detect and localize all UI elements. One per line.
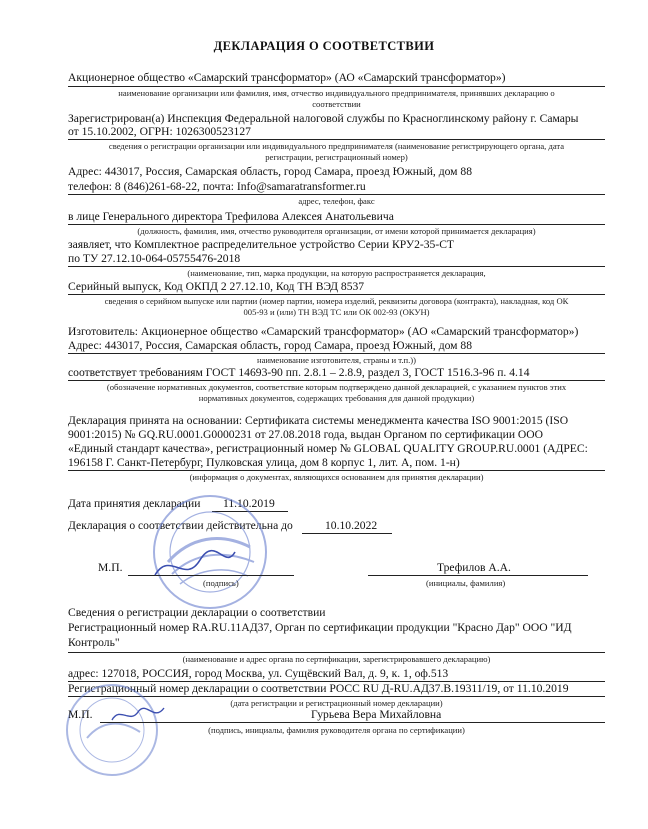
divider xyxy=(68,224,605,225)
divider xyxy=(68,294,605,295)
manufacturer-line: Адрес: 443017, Россия, Самарская область, город Самара, проезд Южный, дом 88 xyxy=(68,339,473,352)
reg-mp-label: М.П. xyxy=(68,708,93,721)
address-line: Адрес: 443017, Россия, Самарская область, город Самара, проезд Южный, дом 88 xyxy=(68,165,473,178)
basis-line: Декларация принята на основании: Сертификата системы менеджмента качества ISO 9001:2015 (ISO xyxy=(68,414,569,427)
date-underline xyxy=(302,533,392,534)
standards-line: соответствует требованиям ГОСТ 14693-90 пп. 2.8.1 – 2.8.9, раздел 3, ГОСТ 1516.3-96 п. 4.14 xyxy=(68,366,530,379)
basis-caption: (информация о документах, являющихся основанием для принятия декларации) xyxy=(189,472,484,482)
valid-until-label: Декларация о соответствии действительна до xyxy=(68,519,293,532)
reg-line: Регистрационный номер RA.RU.11АД37, Орган по сертификации продукции "Красно Дар" ООО "ИД xyxy=(68,621,572,634)
mp-label: М.П. xyxy=(98,561,123,574)
reg-caption: (наименование и адрес органа по сертификации, зарегистрировавшего декларацию) xyxy=(182,654,491,664)
standards-caption: (обозначение нормативных документов, соответствие которым подтверждено данной декларацией, с указанием пунктов этих xyxy=(106,382,567,392)
product-line: заявляет, что Комплектное распределительное устройство Серии КРУ2-35-СТ xyxy=(68,238,455,251)
product-caption: сведения о серийном выпуске или партии (номер партии, номера изделий, реквизиты договора (контракта), накладная, код ОК xyxy=(104,296,569,306)
org-caption: соответствии xyxy=(312,99,361,109)
divider xyxy=(68,139,605,140)
product-caption: (наименование, тип, марка продукции, на которую распространяется декларация, xyxy=(187,268,486,278)
basis-line: 9001:2015) № GQ.RU.0001.G0000231 от 27.08.2018 года, выдан Органом по сертификации ООО xyxy=(68,428,544,441)
divider xyxy=(68,470,605,471)
divider xyxy=(68,266,605,267)
accepted-date-label: Дата принятия декларации xyxy=(68,497,201,510)
reg-line: Контроль" xyxy=(68,636,120,649)
accepted-date-value: 11.10.2019 xyxy=(223,497,275,510)
divider xyxy=(68,194,605,195)
org-name: Акционерное общество «Самарский трансформатор» (АО «Самарский трансформатор») xyxy=(68,71,506,84)
divider xyxy=(68,380,605,381)
name-caption: (инициалы, фамилия) xyxy=(426,578,506,588)
signature-caption: (подпись) xyxy=(203,578,239,588)
reg-head-caption: (подпись, инициалы, фамилия руководителя органа по сертификации) xyxy=(208,725,465,735)
representative-line: в лице Генерального директора Трефилова Алексея Анатольевича xyxy=(68,210,394,223)
reg-heading: Сведения о регистрации декларации о соответствии xyxy=(68,606,326,619)
divider xyxy=(68,652,605,653)
org-caption: наименование организации или фамилия, имя, отчество индивидуального предпринимателя, принявших декларацию о xyxy=(118,88,555,98)
page-title: ДЕКЛАРАЦИЯ О СООТВЕТСТВИИ xyxy=(213,39,435,53)
registration-line: от 15.10.2002, ОГРН: 1026300523127 xyxy=(68,125,251,138)
valid-until-value: 10.10.2022 xyxy=(325,519,378,532)
reg-address: адрес: 127018, РОССИЯ, город Москва, ул. Сущёвский Вал, д. 9, к. 1, оф.513 xyxy=(68,667,449,680)
registration-caption: сведения о регистрации организации или индивидуального предпринимателя (наименование регистрирующего органа, дата xyxy=(108,141,565,151)
reg-number: Регистрационный номер декларации о соответствии РОСС RU Д-RU.АД37.В.19311/19, от 11.10.2019 xyxy=(68,682,569,695)
address-caption: адрес, телефон, факс xyxy=(298,196,375,206)
manufacturer-line: Изготовитель: Акционерное общество «Самарский трансформатор» (АО «Самарский трансформатор») xyxy=(68,325,579,338)
signature-underline xyxy=(100,722,605,723)
divider xyxy=(68,353,605,354)
director-name: Трефилов А.А. xyxy=(437,561,511,574)
product-line: по ТУ 27.12.10-064-05755476-2018 xyxy=(68,252,241,265)
basis-line: 196158 Г. Санкт-Петербург, Пулковская улица, дом 8 корпус 1, лит. А, пом. 1-н) xyxy=(68,456,460,469)
divider xyxy=(68,86,605,87)
representative-caption: (должность, фамилия, имя, отчество руководителя организации, от имени которой принимается декларация) xyxy=(137,226,536,236)
reg-number-caption: (дата регистрации и регистрационный номер декларации) xyxy=(230,698,443,708)
registration-caption: регистрации, регистрационный номер) xyxy=(265,152,408,162)
registration-line: Зарегистрирован(а) Инспекция Федеральной налоговой службы по Красноглинскому району г. Самары xyxy=(68,112,579,125)
basis-line: «Единый стандарт качества», регистрационный номер № GLOBAL QUALITY GROUP.RU.0001 (АДРЕС: xyxy=(68,442,588,455)
name-underline xyxy=(368,575,588,576)
reg-head-name: Гурьева Вера Михайловна xyxy=(311,708,442,721)
manufacturer-caption: наименование изготовителя, страны и т.п.)) xyxy=(256,355,417,365)
standards-caption: нормативных документов, содержащих требования для данной продукции) xyxy=(198,393,475,403)
product-line: Серийный выпуск, Код ОКПД 2 27.12.10, Код ТН ВЭД 8537 xyxy=(68,280,365,293)
contacts-line: телефон: 8 (846)261-68-22, почта: Info@samaratransformer.ru xyxy=(68,180,366,193)
product-caption: 005-93 и (или) ТН ВЭД ТС или ОК 002-93 (ОКУН) xyxy=(243,307,430,317)
